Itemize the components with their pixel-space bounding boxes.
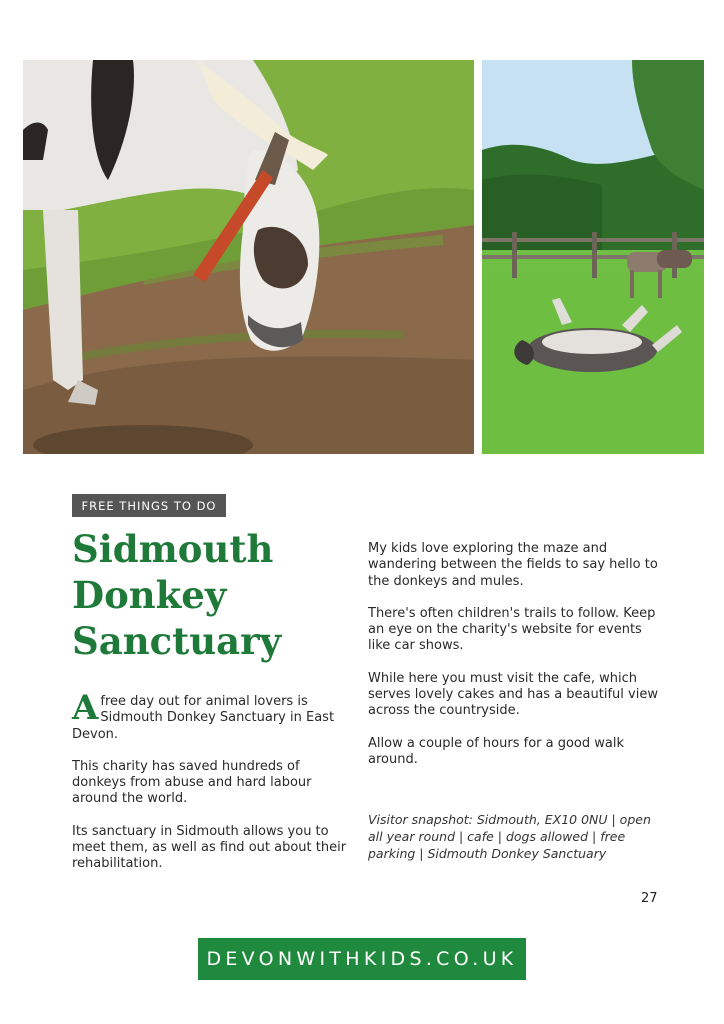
category-tag: FREE THINGS TO DO [72,494,226,517]
visitor-snapshot: Visitor snapshot: Sidmouth, EX10 0NU | open all year round | cafe | dogs allowed | free parking | Sidmouth Donkey Sanctuary [368,812,651,861]
website-banner[interactable]: DEVONWITHKIDS.CO.UK [198,938,526,980]
drop-cap: A [72,688,99,728]
article-column-left [72,688,354,889]
intro-paragraph [72,688,354,743]
body-paragraph: This charity has saved hundreds of donkeys from abuse and hard labour around the world. [72,758,312,807]
intro-text: free day out for animal lovers is Sidmouth Donkey Sanctuary in East Devon. [72,694,335,742]
title-line: Donkey [72,573,227,617]
title-line: Sanctuary [72,619,282,663]
page-number: 27 [641,891,658,906]
page-title [72,526,362,664]
body-paragraph: There's often children's trails to follow. Keep an eye on the charity's website for events like car shows. [368,605,656,654]
body-paragraph: Its sanctuary in Sidmouth allows you to meet them, as well as find out about their rehabilitation. [72,823,347,872]
body-paragraph: While here you must visit the cafe, which serves lovely cakes and has a beautiful view across the countryside. [368,670,658,719]
body-paragraph: My kids love exploring the maze and wandering between the fields to say hello to the donkeys and mules. [368,541,658,589]
photo-rolling-donkey [482,60,704,454]
photo-grazing-donkey [23,60,474,454]
article-column-right [368,541,658,784]
body-paragraph: Allow a couple of hours for a good walk around. [368,735,625,767]
title-line: Sidmouth [72,527,274,571]
